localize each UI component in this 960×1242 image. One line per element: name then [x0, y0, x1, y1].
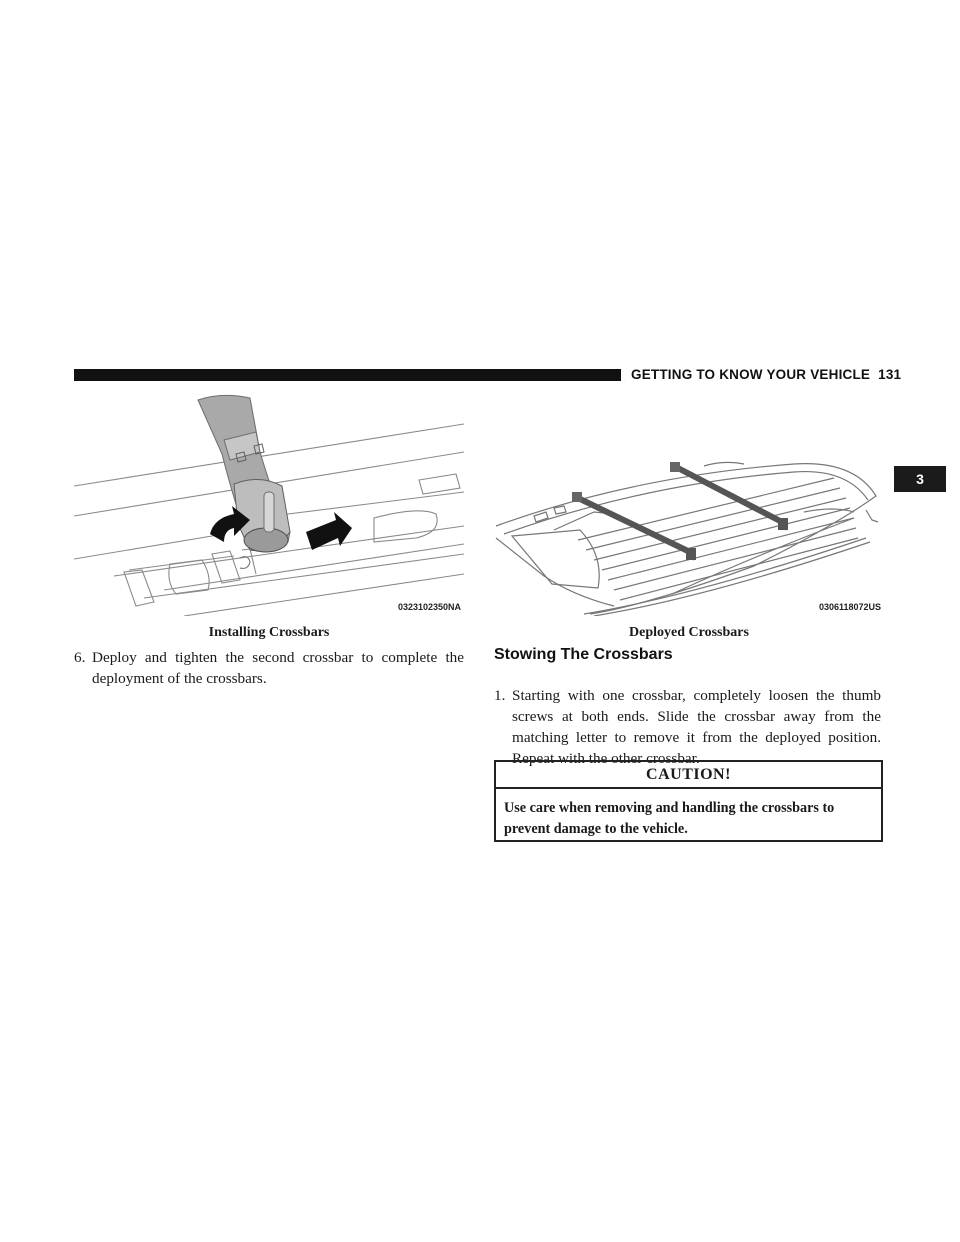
step-text: Starting with one crossbar, completely loosen the thumb screws at both ends. Slide the crossbar away from the matching letter to remove it from the deployed position. Repeat with the other crossbar. [512, 687, 881, 767]
caution-text: Use care when removing and handling the crossbars to prevent damage to the vehicle. [504, 800, 835, 837]
figure-caption: Deployed Crossbars [629, 625, 749, 640]
installing-crossbars-illustration [74, 394, 464, 616]
figure-code: 0306118072US [818, 602, 881, 612]
caution-title: CAUTION! [496, 762, 881, 789]
running-header [631, 367, 901, 382]
deployed-crossbars-illustration [494, 456, 884, 616]
step-6 [74, 647, 464, 689]
figure-caption: Installing Crossbars [208, 625, 330, 640]
step-text: Deploy and tighten the second crossbar to complete the deployment of the crossbars. [92, 649, 464, 687]
step-number: 6. [74, 649, 86, 666]
caution-box [494, 760, 883, 842]
section-heading: Stowing The Crossbars [494, 646, 673, 663]
installing-crossbars-figure [74, 394, 464, 616]
header-rule [74, 369, 621, 381]
page-number: 131 [878, 367, 902, 382]
deployed-crossbars-figure [494, 456, 884, 616]
step-number: 1. [494, 687, 506, 704]
step-1 [494, 685, 881, 769]
header-title: GETTING TO KNOW YOUR VEHICLE [631, 367, 871, 382]
figure-code: 0323102350NA [397, 602, 461, 612]
chapter-tab[interactable]: 3 [894, 466, 946, 492]
